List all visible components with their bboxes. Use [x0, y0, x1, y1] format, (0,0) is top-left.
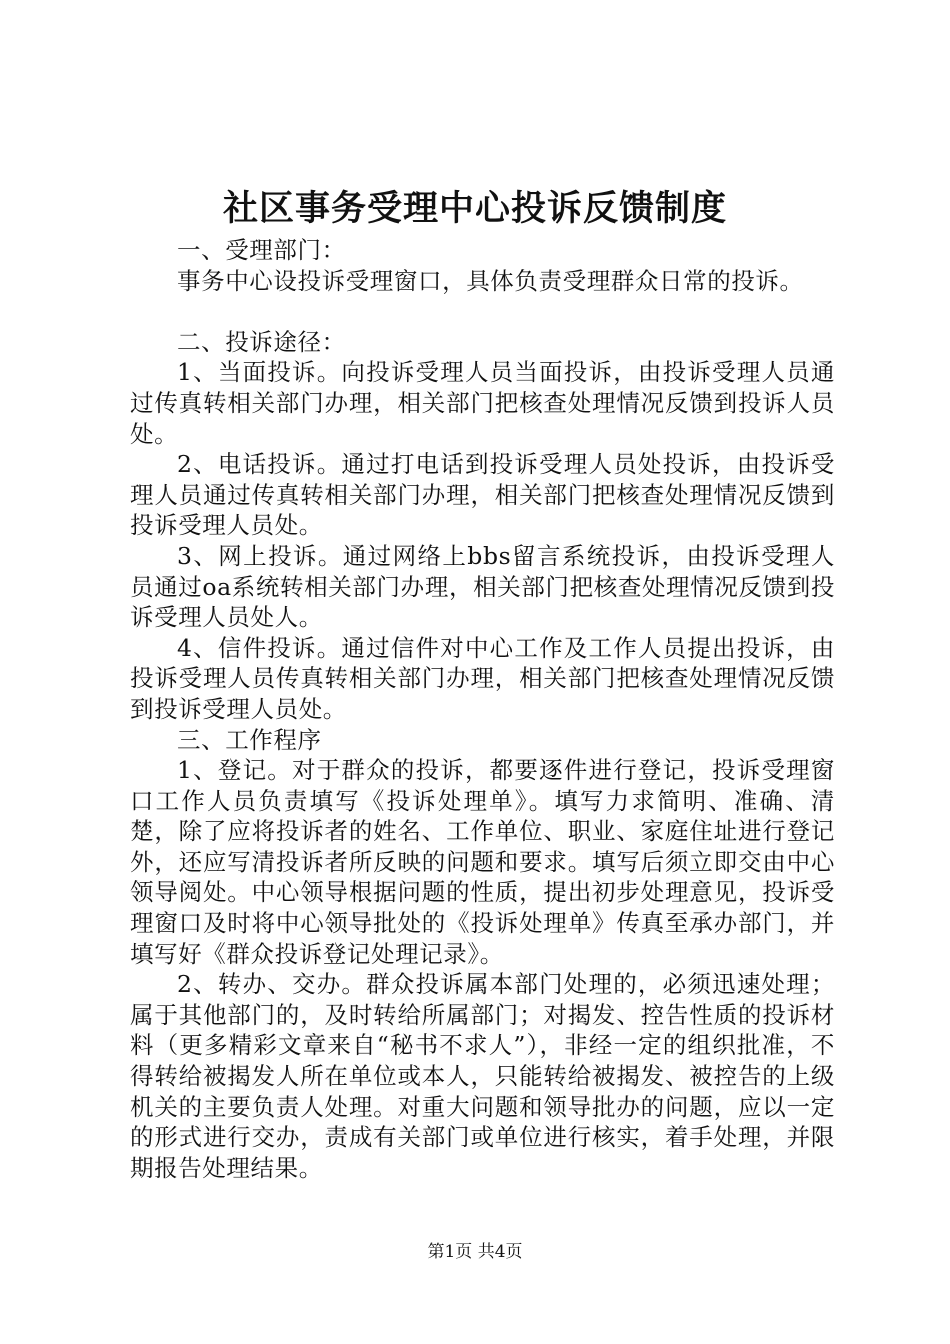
section-heading-channels: 二、投诉途径： [177, 327, 346, 356]
paragraph-phone: 2、电话投诉。通过打电话到投诉受理人员处投诉，由投诉受理人员通过传真转相关部门办理，相关部门把核查处理情况反馈到投诉受理人员处。 [130, 450, 835, 540]
paragraph-letter: 4、信件投诉。通过信件对中心工作及工作人员提出投诉，由投诉受理人员传真转相关部门办理，相关部门把核查处理情况反馈到投诉受理人员处。 [130, 633, 835, 723]
section-heading-procedure: 三、工作程序 [177, 725, 322, 754]
paragraph-department: 事务中心设投诉受理窗口，具体负责受理群众日常的投诉。 [177, 266, 804, 295]
paragraph-online: 3、网上投诉。通过网络上bbs留言系统投诉，由投诉受理人员通过oa系统转相关部门办理，相关部门把核查处理情况反馈到投诉受理人员处人。 [130, 541, 835, 632]
page-footer: 第1页 共4页 [427, 1242, 523, 1262]
document-title: 社区事务受理中心投诉反馈制度 [222, 188, 727, 229]
paragraph-transfer: 2、转办、交办。群众投诉属本部门处理的，必须迅速处理；属于其他部门的，及时转给所属部门；对揭发、控告性质的投诉材料（更多精彩文章来自“秘书不求人”），非经一定的组织批准，不得转给被揭发人所在单位或本人，只能转给被揭发、被控告的上级机关的主要负责人处理。对重大问题和领导批办的问题，应以一定的形式进行交办，责成有关部门或单位进行核实，着手处理，并限期报告处理结果。 [130, 970, 835, 1182]
blank-line [130, 296, 835, 327]
section-heading-department: 一、受理部门： [177, 236, 346, 264]
paragraph-registration: 1、登记。对于群众的投诉，都要逐件进行登记，投诉受理窗口工作人员负责填写《投诉处理单》。填写力求简明、准确、清楚，除了应将投诉者的姓名、工作单位、职业、家庭住址进行登记外，还应写清投诉者所反映的问题和要求。填写后须立即交由中心领导阅处。中心领导根据问题的性质，提出初步处理意见，投诉受理窗口及时将中心领导批处的《投诉处理单》传真至承办部门，并填写好《群众投诉登记处理记录》。 [130, 756, 835, 968]
document-body [130, 235, 835, 1183]
paragraph-in-person: 1、当面投诉。向投诉受理人员当面投诉，由投诉受理人员通过传真转相关部门办理，相关部门把核查处理情况反馈到投诉人员处。 [130, 358, 835, 448]
